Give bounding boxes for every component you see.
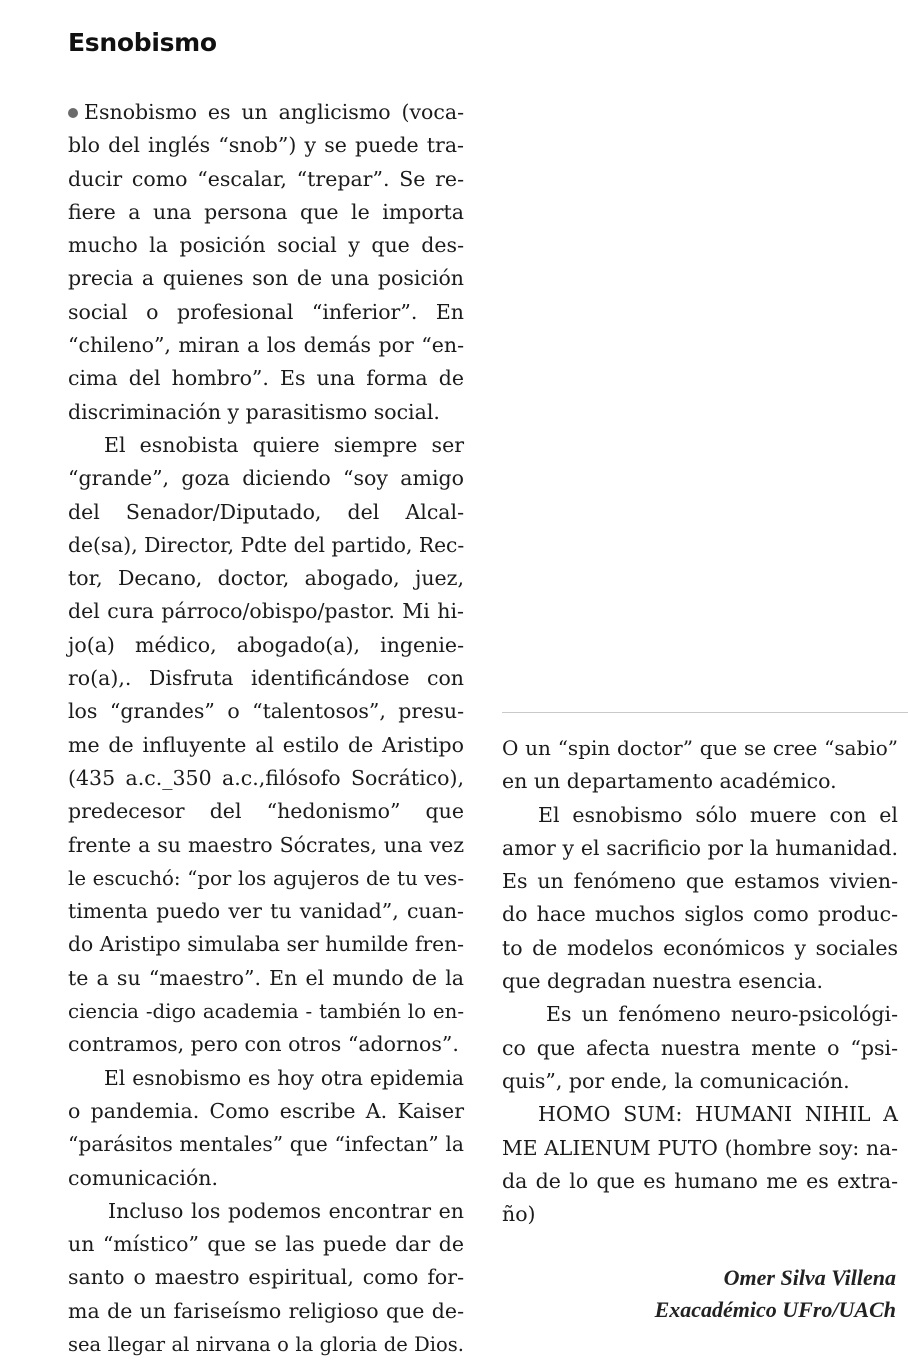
text-line: sea llegar al nirvana o la gloria de Dios. — [68, 1332, 464, 1356]
bullet-icon — [68, 108, 78, 118]
author-name: Omer Silva Villena — [723, 1265, 896, 1290]
text-line: le escuchó: “por los agujeros de tu ves- — [68, 866, 464, 890]
text-line: fiere a una persona que le importa — [68, 199, 464, 224]
author-role: Exacadémico UFro/UACh — [654, 1297, 896, 1322]
text-line: ño) — [502, 1202, 536, 1227]
text-line: blo del inglés “snob”) y se puede tra- — [68, 133, 464, 158]
text-line: do Aristipo simulaba ser humilde fren- — [68, 932, 464, 957]
text-line: mucho la posición social y que des- — [68, 233, 464, 258]
text-line: frente a su maestro Sócrates, una vez — [68, 832, 464, 857]
text-line: ME ALIENUM PUTO (hombre soy: na- — [502, 1135, 898, 1160]
text-line: ciencia -digo academia - también lo en- — [68, 1000, 464, 1024]
text-line: HOMO SUM: HUMANI NIHIL A — [538, 1102, 898, 1127]
text-line: social o profesional “inferior”. En — [68, 299, 464, 324]
text-line: contramos, pero con otros “adornos”. — [68, 1032, 459, 1057]
text-line: predecesor del “hedonismo” que — [68, 799, 464, 824]
text-line: El esnobismo es hoy otra epidemia — [104, 1065, 464, 1090]
author-signature — [655, 1262, 896, 1326]
text-line: “grande”, goza diciendo “soy amigo — [68, 466, 464, 491]
text-line: El esnobismo sólo muere con el — [538, 802, 898, 827]
text-line: Incluso los podemos encontrar en — [108, 1198, 464, 1223]
text-line: Es un fenómeno que estamos vivien- — [502, 869, 898, 894]
text-line: (435 a.c._350 a.c.,filósofo Socrático), — [68, 765, 464, 790]
article-title: Esnobismo — [68, 28, 217, 57]
text-line: Es un fenómeno neuro-psicológi- — [546, 1002, 898, 1027]
text-line: los “grandes” o “talentosos”, presu- — [68, 699, 464, 724]
text-line: precia a quienes son de una posición — [68, 266, 464, 291]
right-column — [502, 732, 898, 1231]
text-line: amor y el sacrificio por la humanidad. — [502, 835, 898, 860]
text-line: El esnobista quiere siempre ser — [104, 432, 464, 457]
text-line: quis”, por ende, la comunicación. — [502, 1068, 850, 1093]
text-line: o pandemia. Como escribe A. Kaiser — [68, 1098, 464, 1123]
text-line: do hace muchos siglos como produc- — [502, 902, 898, 927]
text-line: comunicación. — [68, 1165, 219, 1190]
text-line: co que afecta nuestra mente o “psi- — [502, 1035, 898, 1060]
text-line: “parásitos mentales” que “infectan” la — [68, 1132, 464, 1157]
text-line: ma de un fariseísmo religioso que de- — [68, 1298, 464, 1323]
text-line: “chileno”, miran a los demás por “en- — [68, 333, 464, 358]
left-column — [68, 96, 464, 1361]
text-line: en un departamento académico. — [502, 769, 837, 794]
text-line: to de modelos económicos y sociales — [502, 935, 898, 960]
text-line: de(sa), Director, Pdte del partido, Rec- — [68, 532, 465, 557]
text-line: del cura párroco/obispo/pastor. Mi hi- — [68, 599, 464, 624]
text-line: te a su “maestro”. En el mundo de la — [68, 965, 464, 990]
text-line: jo(a) médico, abogado(a), ingenie- — [68, 632, 464, 657]
text-line: ducir como “escalar, “trepar”. Se re- — [68, 166, 464, 191]
text-line: discriminación y parasitismo social. — [68, 399, 440, 424]
text-line: santo o maestro espiritual, como for- — [68, 1265, 464, 1290]
text-line: ro(a),. Disfruta identificándose con — [68, 666, 464, 691]
column-divider — [502, 712, 908, 713]
text-line: timenta puedo ver tu vanidad”, cuan- — [68, 899, 464, 924]
text-line: me de influyente al estilo de Aristipo — [68, 732, 464, 757]
text-line: Esnobismo es un anglicismo (voca- — [68, 96, 464, 129]
text-line: tor, Decano, doctor, abogado, juez, — [68, 566, 464, 591]
text-line: del Senador/Diputado, del Alcal- — [68, 499, 464, 524]
text-line: un “místico” que se las puede dar de — [68, 1232, 464, 1257]
text-line: O un “spin doctor” que se cree “sabio” — [502, 736, 898, 760]
text-line: da de lo que es humano me es extra- — [502, 1168, 898, 1193]
text-line: cima del hombro”. Es una forma de — [68, 366, 464, 391]
text-line: que degradan nuestra esencia. — [502, 969, 824, 994]
